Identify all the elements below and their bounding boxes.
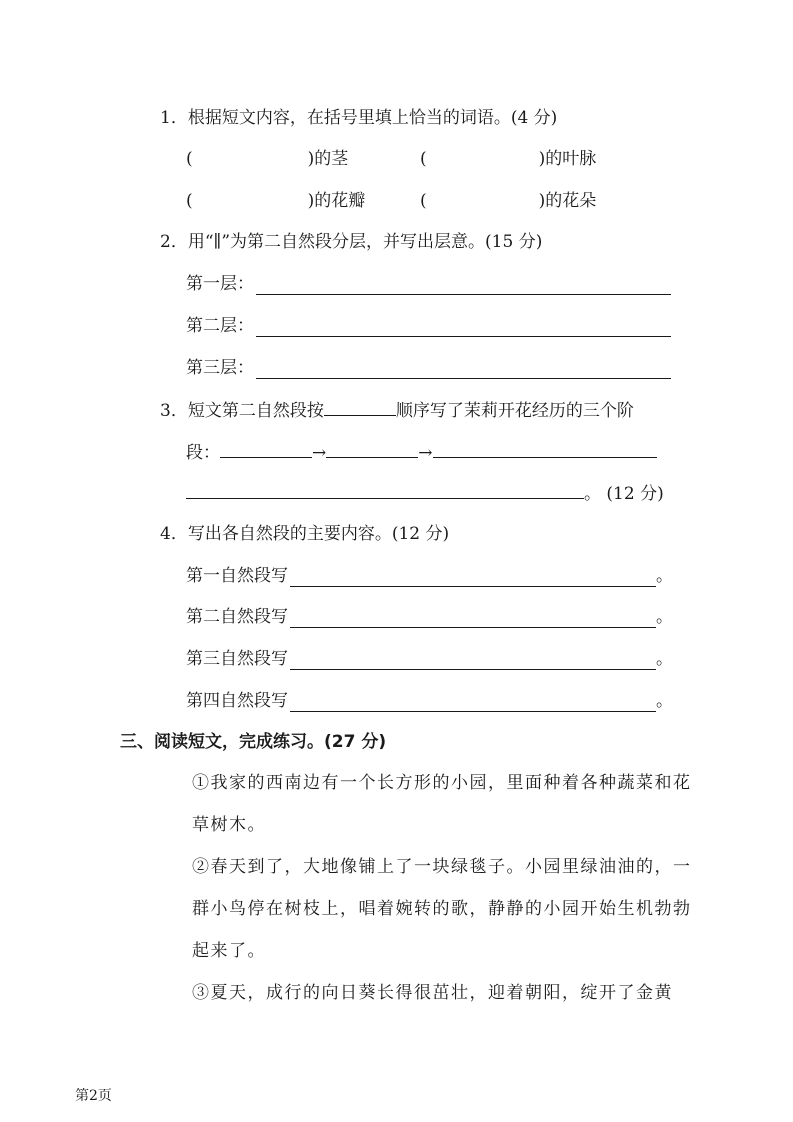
q3-line-2 <box>186 441 657 464</box>
passage-paragraph-2: ②春天到了，大地像铺上了一块绿毯子。小园里绿油油的，一群小鸟停在树枝上，唱着婉转的歌，静静的小园开始生机勃勃起来了。 <box>192 857 692 961</box>
q3-line-1 <box>160 399 634 422</box>
q4-para-2 <box>186 606 673 628</box>
answer-line[interactable] <box>290 695 656 712</box>
blank-suffix: )的叶脉 <box>538 149 597 169</box>
answer-line[interactable] <box>290 611 656 628</box>
q3-text-b: 顺序写了茉莉开花经历的三个阶 <box>395 401 634 421</box>
q4-para-1 <box>186 565 673 587</box>
q3-stages-label: 段： <box>186 443 220 463</box>
blank-suffix: )的花瓣 <box>307 191 366 211</box>
bracket-open: ( <box>186 149 193 169</box>
stage-3-blank-cont[interactable] <box>186 482 584 499</box>
bracket-open: ( <box>420 191 427 211</box>
answer-line[interactable] <box>256 278 671 295</box>
period: 。 <box>656 691 673 711</box>
answer-line[interactable] <box>290 653 656 670</box>
passage-paragraph-3: ③夏天，成行的向日葵长得很茁壮，迎着朝阳，绽开了金黄 <box>192 983 673 1003</box>
page-number: 第2页 <box>75 1088 112 1104</box>
q1-title: 1．根据短文内容，在括号里填上恰当的词语。(4 分) <box>160 108 558 128</box>
arrow-icon: → <box>312 443 327 463</box>
para-label: 第四自然段写 <box>186 691 288 711</box>
q2-layer-2 <box>186 315 671 337</box>
q3-order-blank[interactable] <box>324 399 396 416</box>
q1-blank-stem[interactable] <box>186 148 348 170</box>
q2-title: 2．用“∥”为第二自然段分层，并写出层意。(15 分) <box>160 232 543 252</box>
blank-suffix: )的茎 <box>307 149 349 169</box>
q1-blank-vein[interactable] <box>420 148 596 170</box>
answer-line[interactable] <box>290 570 656 587</box>
blank-suffix: )的花朵 <box>538 191 597 211</box>
q4-title: 4．写出各自然段的主要内容。(12 分) <box>160 524 450 544</box>
para-label: 第一自然段写 <box>186 566 288 586</box>
para-label: 第三自然段写 <box>186 649 288 669</box>
layer-label: 第一层： <box>186 274 254 294</box>
section-3-title: 三、阅读短文，完成练习。(27 分) <box>120 732 387 752</box>
q3-line-3 <box>186 482 664 505</box>
q1-blank-petal[interactable] <box>186 190 365 212</box>
q2-layer-1 <box>186 273 671 295</box>
q1-blank-flower[interactable] <box>420 190 596 212</box>
para-label: 第二自然段写 <box>186 607 288 627</box>
q3-score: 。 (12 分) <box>584 484 664 504</box>
bracket-open: ( <box>420 149 427 169</box>
bracket-open: ( <box>186 191 193 211</box>
period: 。 <box>656 649 673 669</box>
stage-1-blank[interactable] <box>220 441 312 458</box>
period: 。 <box>656 607 673 627</box>
period: 。 <box>656 566 673 586</box>
q2-layer-3 <box>186 357 671 379</box>
stage-2-blank[interactable] <box>326 441 418 458</box>
q4-para-4 <box>186 690 673 712</box>
q3-text-a: 3．短文第二自然段按 <box>160 401 324 421</box>
layer-label: 第二层： <box>186 316 254 336</box>
layer-label: 第三层： <box>186 358 254 378</box>
passage-paragraph-1: ①我家的西南边有一个长方形的小园，里面种着各种蔬菜和花草树木。 <box>192 773 692 835</box>
q4-para-3 <box>186 648 673 670</box>
answer-line[interactable] <box>256 320 671 337</box>
stage-3-blank[interactable] <box>433 441 657 458</box>
arrow-icon: → <box>418 443 433 463</box>
answer-line[interactable] <box>256 362 671 379</box>
